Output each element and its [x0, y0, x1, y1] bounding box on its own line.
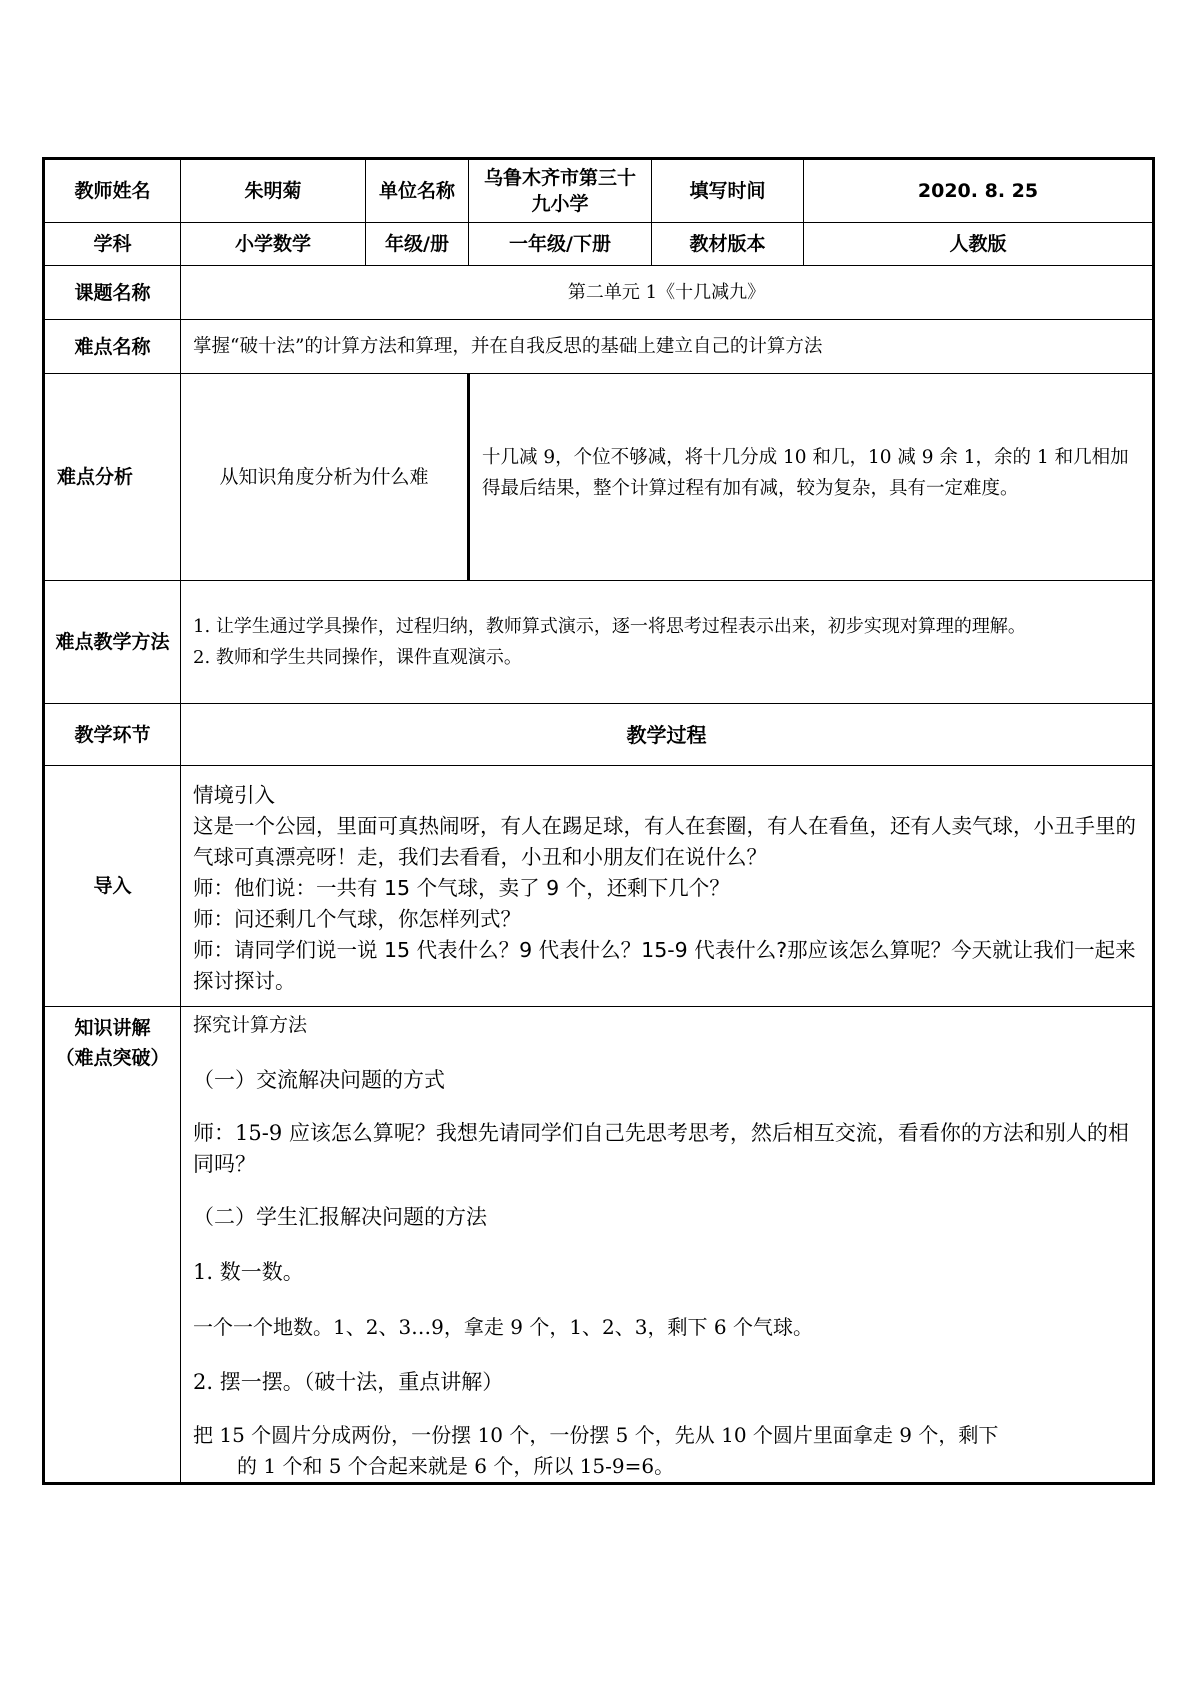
method-line-1: 1. 让学生通过学具操作，过程归纳，教师算式演示，逐一将思考过程表示出来，初步实现对算理的理解。: [193, 616, 1026, 637]
knowledge-row: [44, 1007, 1154, 1484]
subject-value: 小学数学: [181, 223, 366, 266]
edition-label: 教材版本: [652, 223, 804, 266]
knowledge-label-line-1: 知识讲解: [74, 1017, 151, 1039]
knowledge-label-line-2: （难点突破）: [55, 1047, 170, 1069]
knowledge-line: 探究计算方法: [193, 1014, 308, 1036]
knowledge-line: 把 15 个圆片分成两份，一份摆 10 个，一份摆 5 个，先从 10 个圆片里面拿走 9 个，剩下: [193, 1423, 999, 1447]
intro-label: 导入: [44, 766, 181, 1007]
fill-date-label: 填写时间: [652, 159, 804, 223]
method-label: 难点教学方法: [44, 581, 181, 704]
teacher-name-value: 朱明菊: [181, 159, 366, 223]
difficulty-row: [44, 320, 1154, 374]
knowledge-line: 的 1 个和 5 个合起来就是 6 个，所以 15-9=6。: [237, 1454, 675, 1478]
process-stage-label: 教学环节: [44, 704, 181, 766]
intro-row: [44, 766, 1154, 1007]
grade-value: 一年级/下册: [469, 223, 652, 266]
process-header-row: [44, 704, 1154, 766]
header-row-1: [44, 159, 1154, 223]
knowledge-line: 师：15-9 应该怎么算呢？我想先请同学们自己先思考思考，然后相互交流，看看你的方法和别人的相同吗？: [193, 1121, 1129, 1176]
analysis-sub-label: 从知识角度分析为什么难: [181, 374, 469, 581]
intro-line: 情境引入: [193, 783, 275, 807]
analysis-value: [469, 374, 1154, 581]
lesson-plan-table: [42, 157, 1155, 1485]
subject-label: 学科: [44, 223, 181, 266]
method-value: [181, 581, 1154, 704]
intro-content: [181, 766, 1154, 1007]
analysis-text: 十几减 9，个位不够减，将十几分成 10 和几，10 减 9 余 1，余的 1 和几相加得最后结果，整个计算过程有加有减，较为复杂，具有一定难度。: [482, 447, 1129, 499]
intro-line: 师：问还剩几个气球，你怎样列式？: [193, 907, 521, 931]
difficulty-value: 掌握“破十法”的计算方法和算理，并在自我反思的基础上建立自己的计算方法: [181, 320, 1154, 374]
knowledge-label: [44, 1007, 181, 1484]
intro-line: 师：请同学们说一说 15 代表什么？9 代表什么？15-9 代表什么?那应该怎么算呢？今天就让我们一起来探讨探讨。: [193, 938, 1136, 993]
knowledge-line: （二）学生汇报解决问题的方法: [193, 1205, 487, 1229]
topic-value: 第二单元 1《十几减九》: [181, 266, 1154, 320]
edition-value: 人教版: [804, 223, 1154, 266]
header-row-2: [44, 223, 1154, 266]
unit-name-value: 乌鲁木齐市第三十九小学: [469, 159, 652, 223]
method-row: [44, 581, 1154, 704]
knowledge-line: 1. 数一数。: [193, 1260, 304, 1284]
knowledge-line: 2. 摆一摆。（破十法，重点讲解）: [193, 1370, 504, 1394]
process-title: 教学过程: [181, 704, 1154, 766]
knowledge-line: 一个一个地数。1、2、3…9，拿走 9 个，1、2、3，剩下 6 个气球。: [193, 1315, 813, 1339]
teacher-name-label: 教师姓名: [44, 159, 181, 223]
difficulty-label: 难点名称: [44, 320, 181, 374]
grade-label: 年级/册: [366, 223, 469, 266]
topic-label: 课题名称: [44, 266, 181, 320]
intro-line: 师：他们说：一共有 15 个气球，卖了 9 个，还剩下几个？: [193, 876, 730, 900]
knowledge-content: [181, 1007, 1154, 1484]
knowledge-line: （一）交流解决问题的方式: [193, 1068, 445, 1092]
method-line-2: 2. 教师和学生共同操作，课件直观演示。: [193, 647, 522, 668]
fill-date-value: 2020. 8. 25: [804, 159, 1154, 223]
unit-name-label: 单位名称: [366, 159, 469, 223]
intro-line: 这是一个公园，里面可真热闹呀，有人在踢足球，有人在套圈，有人在看鱼，还有人卖气球，小丑手里的气球可真漂亮呀！走，我们去看看，小丑和小朋友们在说什么？: [193, 814, 1136, 869]
topic-row: [44, 266, 1154, 320]
analysis-row: [44, 374, 1154, 581]
analysis-label: 难点分析: [44, 374, 181, 581]
